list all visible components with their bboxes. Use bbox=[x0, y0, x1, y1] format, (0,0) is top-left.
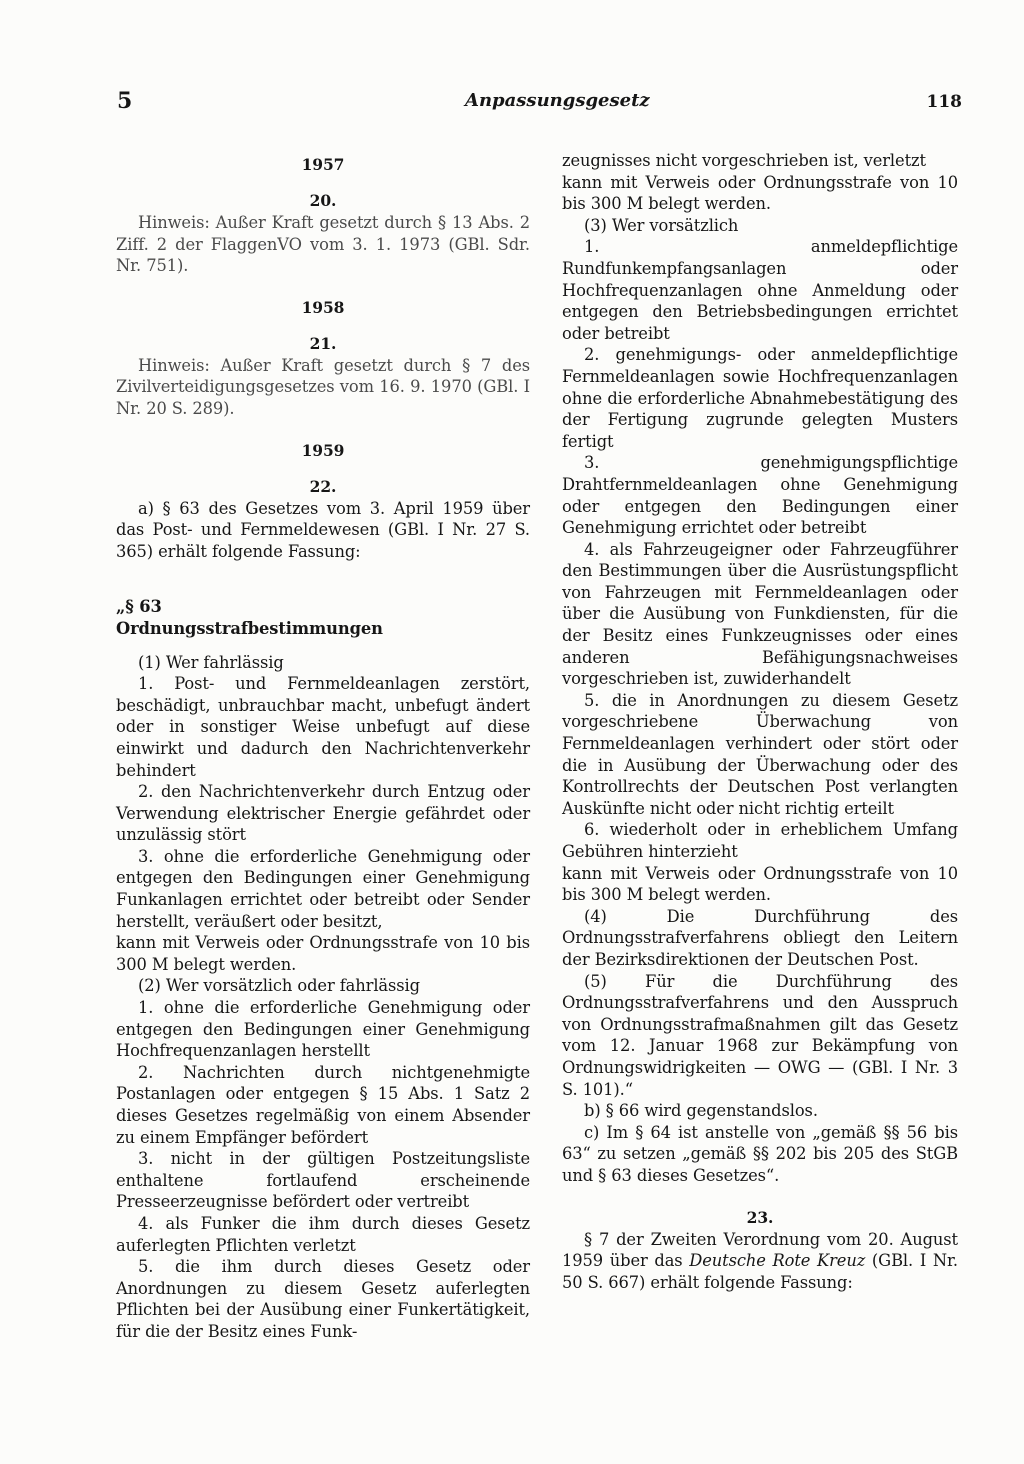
running-header bbox=[0, 88, 1024, 118]
list-item: 2. genehmigungs- oder anmeldepflichtige Fernmeldeanlagen sowie Hochfrequenzanlagen ohne die erforderliche Abnahmebestätigung des der Fertigung zugrunde gelegten Musters fertigt bbox=[562, 345, 958, 451]
penalty-clause: kann mit Verweis oder Ordnungsstrafe von 10 bis 300 M belegt werden. bbox=[562, 172, 958, 214]
list-item: 1. anmeldepflichtige Rundfunkempfangsanlagen oder Hochfrequenzanlagen ohne Anmeldung oder entgegen den Betriebsbedingungen errichtet oder betreibt bbox=[562, 237, 958, 343]
list-item: 3. nicht in der gültigen Postzeitungsliste enthaltene fortlaufend erscheinende Presseerzeugnisse befördert oder vertreibt bbox=[116, 1149, 530, 1212]
page-number: 118 bbox=[926, 92, 962, 112]
article-number: 22. bbox=[309, 476, 337, 496]
list-item: 4. als Funker die ihm durch dieses Gesetz auferlegten Pflichten verletzt bbox=[116, 1213, 530, 1255]
list-item: 1. ohne die erforderliche Genehmigung oder entgegen den Bedingungen einer Genehmigung Hochfrequenzanlagen herstellt bbox=[116, 998, 530, 1061]
year-heading: 1959 bbox=[301, 440, 345, 460]
amendment-paragraph: a) § 63 des Gesetzes vom 3. April 1959 über das Post- und Fernmeldewesen (GBl. I Nr. 27 S. 365) erhält folgende Fassung: bbox=[116, 498, 530, 561]
organization-name: Deutsche Rote Kreuz bbox=[689, 1251, 866, 1271]
list-item: 5. die ihm durch dieses Gesetz oder Anordnungen zu diesem Gesetz auferlegten Pflichten bei der Ausübung einer Funkertätigkeit, für die der Besitz eines Funk- bbox=[116, 1257, 530, 1341]
section-title: Ordnungsstrafbestimmungen bbox=[116, 618, 383, 638]
section-number: „§ 63 bbox=[116, 597, 162, 617]
subsection: (1) Wer fahrlässig bbox=[138, 652, 284, 672]
text-segment: (GBl. I Nr. 50 S. 667) erhält folgende Fassung: bbox=[562, 1251, 958, 1292]
amendment-item: b) § 66 wird gegenstandslos. bbox=[584, 1101, 818, 1121]
right-column bbox=[562, 150, 958, 1293]
left-column bbox=[116, 150, 530, 1343]
penalty-clause: kann mit Verweis oder Ordnungsstrafe von 10 bis 300 M belegt werden. bbox=[116, 933, 530, 974]
note-paragraph: Hinweis: Außer Kraft gesetzt durch § 7 des Zivilverteidigungsgesetzes vom 16. 9. 1970 (GBl. I Nr. 20 S. 289). bbox=[116, 355, 530, 418]
penalty-clause: kann mit Verweis oder Ordnungsstrafe von 10 bis 300 M belegt werden. bbox=[562, 863, 958, 905]
list-item: 4. als Fahrzeugeigner oder Fahrzeugführer den Bestimmungen über die Ausrüstungspflicht von Fahrzeugen mit Fernmeldeanlagen oder über die Ausübung von Funkdiensten, für die der Besitz eines Funkzeugnisses oder eines anderen Befähigungsnachweises vorgeschrieben ist, zuwiderhandelt bbox=[562, 539, 958, 689]
subsection: (4) Die Durchführung des Ordnungsstrafverfahrens obliegt den Leitern der Bezirksdirektionen der Deutschen Post. bbox=[562, 906, 958, 969]
list-item: 2. Nachrichten durch nichtgenehmigte Postanlagen oder entgegen § 15 Abs. 1 Satz 2 dieses Gesetzes regelmäßig von einem Absender zu einem Empfänger befördert bbox=[116, 1062, 530, 1147]
list-item: 6. wiederholt oder in erheblichem Umfang Gebühren hinterzieht bbox=[562, 820, 958, 861]
chapter-number: 5 bbox=[117, 88, 133, 114]
list-item: 5. die in Anordnungen zu diesem Gesetz vorgeschriebene Überwachung von Fernmeldeanlagen verhindert oder stört oder die in Ausübung der Überwachung oder des Kontrollrechts der Deutschen Post verlangten Auskünfte nicht oder nicht richtig erteilt bbox=[562, 690, 958, 818]
continued-text: zeugnisses nicht vorgeschrieben ist, verletzt bbox=[562, 151, 926, 170]
subsection: (2) Wer vorsätzlich oder fahrlässig bbox=[138, 976, 420, 996]
note-paragraph: Hinweis: Außer Kraft gesetzt durch § 13 Abs. 2 Ziff. 2 der FlaggenVO vom 3. 1. 1973 (GBl. Sdr. Nr. 751). bbox=[116, 213, 530, 276]
year-heading: 1958 bbox=[301, 297, 345, 317]
list-item: 1. Post- und Fernmeldeanlagen zerstört, beschädigt, unbrauchbar macht, unbefugt ändert oder in sonstiger Weise unbefugt auf diese einwirkt und dadurch den Nachrichtenverkehr behindert bbox=[116, 674, 530, 780]
list-item: 2. den Nachrichtenverkehr durch Entzug oder Verwendung elektrischer Energie gefährdet oder unzulässig stört bbox=[116, 782, 530, 845]
text-segment: § 7 der Zweiten Verordnung vom 20. August 1959 über das bbox=[562, 1229, 958, 1271]
article-number: 21. bbox=[309, 333, 337, 353]
article-number: 20. bbox=[309, 191, 337, 210]
year-heading: 1957 bbox=[301, 155, 345, 174]
running-title: Anpassungsgesetz bbox=[465, 90, 650, 111]
list-item: 3. ohne die erforderliche Genehmigung oder entgegen den Bedingungen einer Genehmigung Funkanlagen errichtet oder betreibt oder Sender herstellt, veräußert oder besitzt, bbox=[116, 846, 530, 931]
amendment-item: c) Im § 64 ist anstelle von „gemäß §§ 56 bis 63“ zu setzen „gemäß §§ 202 bis 205 des StGB und § 63 dieses Gesetzes“. bbox=[562, 1122, 958, 1185]
article-number: 23. bbox=[746, 1207, 774, 1227]
subsection: (3) Wer vorsätzlich bbox=[584, 215, 739, 235]
amendment-paragraph bbox=[562, 1229, 958, 1294]
subsection: (5) Für die Durchführung des Ordnungsstrafverfahrens und den Ausspruch von Ordnungsstrafmaßnahmen gilt das Gesetz vom 12. Januar 1968 zur Bekämpfung von Ordnungswidrigkeiten — OWG — (GBl. I Nr. 3 S. 101).“ bbox=[562, 971, 958, 1099]
list-item: 3. genehmigungspflichtige Drahtfernmeldeanlagen ohne Genehmigung oder entgegen den Bedingungen einer Genehmigung errichtet oder betreibt bbox=[562, 453, 958, 538]
